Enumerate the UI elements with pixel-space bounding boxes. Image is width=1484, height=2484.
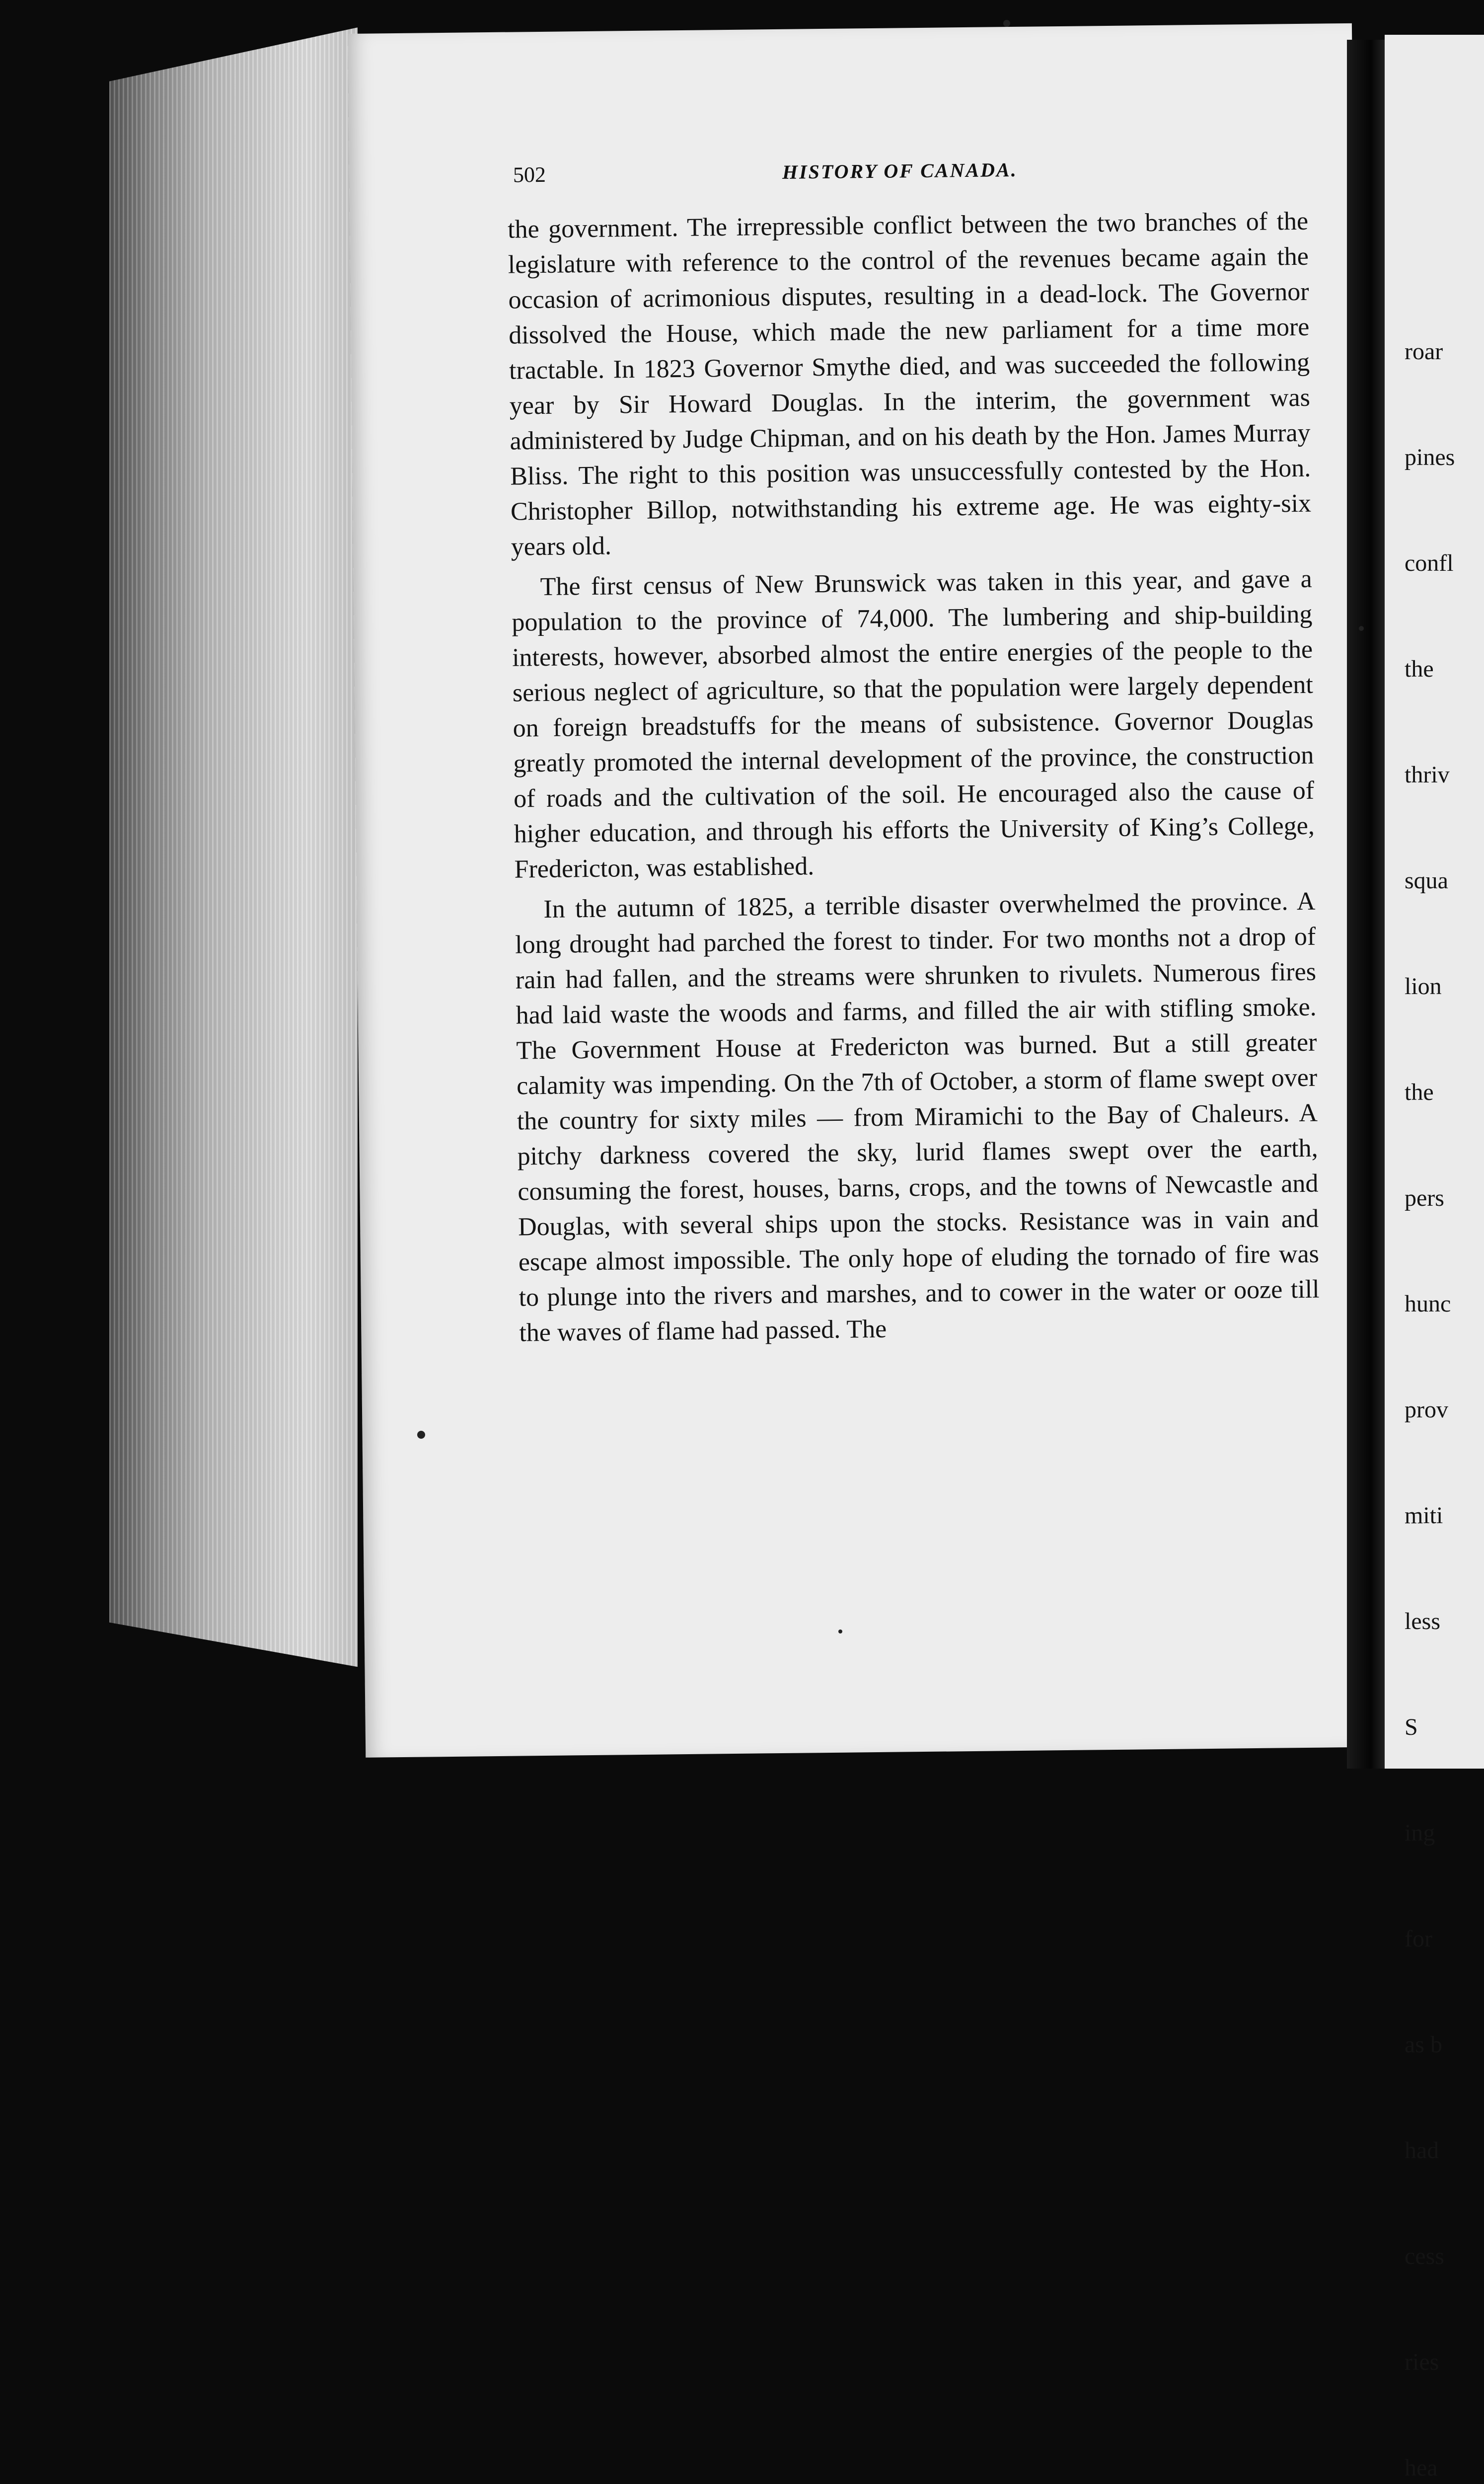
- facing-line: miti: [1405, 1502, 1443, 1529]
- facing-line: hea: [1405, 2455, 1438, 2481]
- body-text: [508, 204, 1320, 1356]
- facing-line: S: [1405, 1714, 1418, 1740]
- page-number: 502: [513, 162, 546, 187]
- dust-speck: [838, 1630, 842, 1633]
- paragraph: In the autumn of 1825, a terrible disaster overwhelmed the province. A long drought had parched the forest to tinder. For two months not a drop of rain had fallen, and the streams were shrunken to rivulets. Numerous fires had laid waste the woods and farms, and filled the air with stifling smoke. The Government House at Fredericton was burned. But a still greater calamity was impending. On the 7th of October, a storm of flame swept over the country for sixty miles — from Miramichi to the Bay of Chaleurs. A pitchy darkness covered the sky, lurid flames swept over the earth, consuming the forest, houses, barns, crops, and the towns of Newcastle and Douglas, with several ships upon the stocks. Resistance was in vain and escape almost impossible. The only hope of eluding the tornado of fire was to plunge into the rivers and marshes, and to cower in the water or ooze till the waves of flame had passed. The: [515, 887, 1320, 1347]
- facing-line: ries: [1405, 2349, 1439, 2375]
- facing-line: the: [1405, 656, 1434, 682]
- facing-line: cess: [1405, 2243, 1444, 2269]
- facing-line: prov: [1405, 1397, 1448, 1423]
- book-page: [348, 23, 1370, 1758]
- running-head: [513, 155, 1189, 202]
- paragraph: The first census of New Brunswick was taken in this year, and gave a population to the province of 74,000. The lumbering and ship-building interests, however, absorbed almost the entire energies of the people to the serious neglect of agriculture, so that the population were largely dependent on foreign breadstuffs for the means of subsistence. Governor Douglas greatly promoted the internal development of the province, the construction of roads and the cultivation of the soil. He encouraged also the cause of higher education, and through his efforts the University of King’s College, Fredericton, was established.: [512, 564, 1315, 884]
- paragraph: the government. The irrepressible conflict between the two branches of the legislature with reference to the control of the revenues became again the occasion of acrimonious disputes, resulting in a dead-lock. The Governor dissolved the House, which made the new parliament for a time more tractable. In 1823 Governor Smythe died, and was succeeded the following year by Sir Howard Douglas. In the interim, the government was administered by Judge Chipman, and on his death by the Hon. James Murray Bliss. The right to this position was unsuccessfully contested by the Hon. Christopher Billop, notwithstanding his extreme age. He was eighty-six years old.: [507, 207, 1312, 561]
- facing-line: as b: [1405, 2031, 1442, 2058]
- facing-line: less: [1405, 1608, 1440, 1634]
- dust-speck: [417, 1431, 425, 1439]
- facing-line: thriv: [1405, 762, 1450, 788]
- dust-speck: [1359, 626, 1364, 631]
- book-gutter: [1347, 40, 1387, 1769]
- facing-line: squa: [1405, 867, 1448, 894]
- facing-line: lion: [1405, 973, 1442, 1000]
- book-fore-edge: [109, 27, 358, 1672]
- dust-speck: [1003, 20, 1010, 27]
- facing-line: for: [1405, 1926, 1432, 1952]
- facing-line: pines: [1405, 444, 1455, 470]
- facing-line: hunc: [1405, 1291, 1451, 1317]
- facing-line: had: [1405, 2137, 1439, 2164]
- facing-line: ing: [1405, 1820, 1435, 1846]
- running-title: HISTORY OF CANADA.: [782, 158, 1018, 183]
- facing-line: pers: [1405, 1185, 1444, 1211]
- facing-line: the: [1405, 1079, 1434, 1105]
- facing-line: roar: [1405, 338, 1443, 365]
- facing-page-text: [1405, 263, 1455, 2484]
- facing-line: confl: [1405, 550, 1454, 576]
- facing-page: [1385, 35, 1484, 2481]
